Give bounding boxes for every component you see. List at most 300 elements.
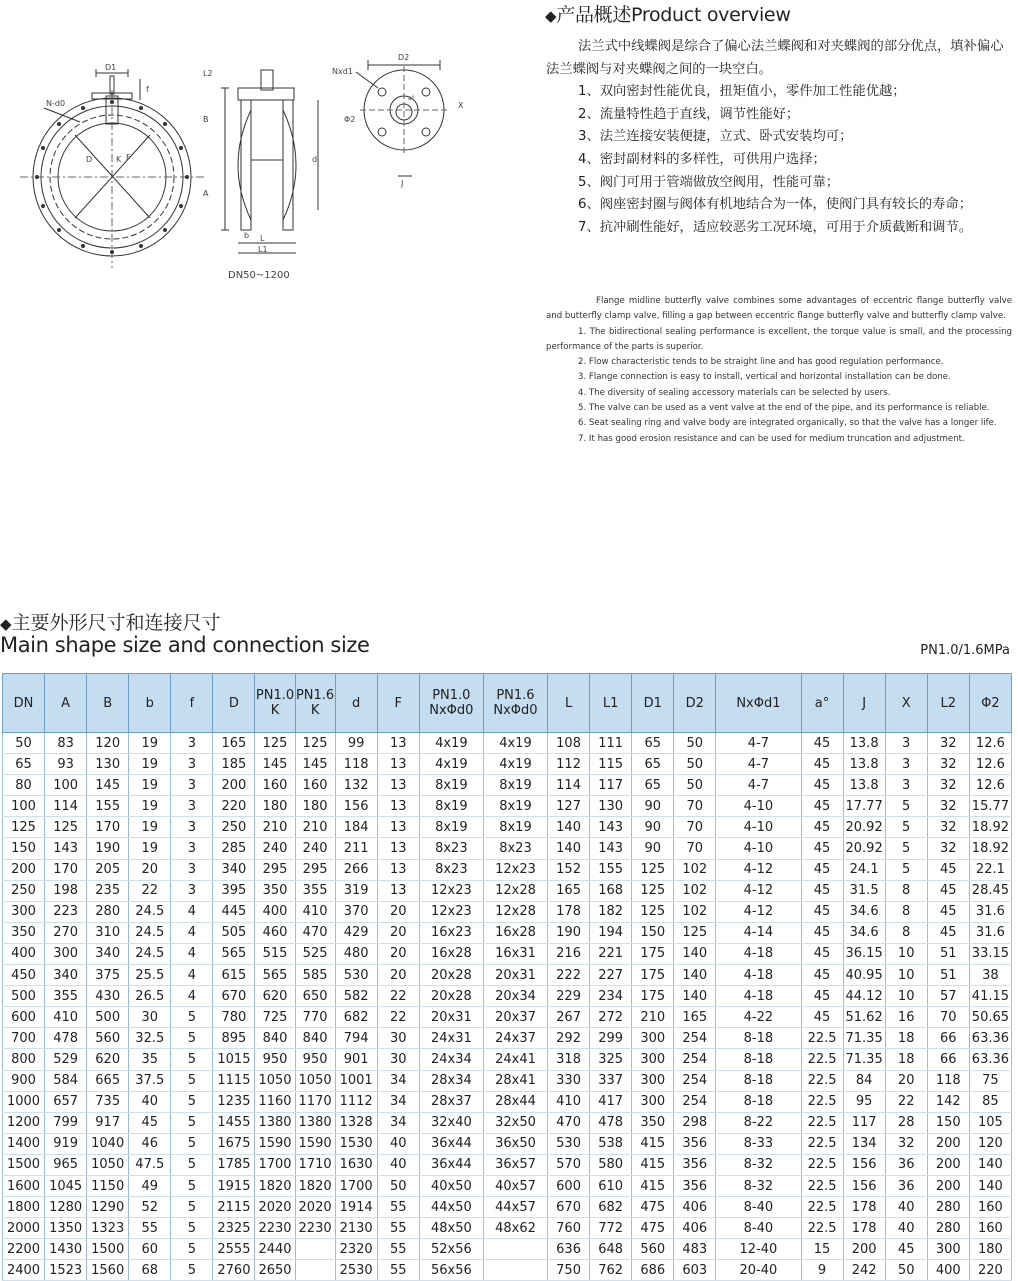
table-row [3, 1197, 1012, 1218]
table-cell: 36x44 [419, 1133, 483, 1154]
table-cell: 50 [377, 1175, 419, 1196]
label-d-small: d [312, 155, 318, 164]
table-cell: 234 [590, 986, 632, 1007]
table-cell: 221 [590, 943, 632, 964]
table-cell: 140 [548, 838, 590, 859]
table-cell: 220 [213, 796, 255, 817]
table-cell: 20.92 [843, 817, 885, 838]
table-cell: 120 [969, 1133, 1011, 1154]
table-cell: 65 [632, 733, 674, 754]
diamond-icon: ◆ [0, 615, 12, 633]
table-cell: 190 [548, 922, 590, 943]
table-cell: 30 [377, 1028, 419, 1049]
table-cell: 1050 [255, 1070, 295, 1091]
table-cell: 125 [632, 901, 674, 922]
table-cell: 700 [3, 1028, 45, 1049]
table-cell: 300 [632, 1070, 674, 1091]
table-cell: 2130 [335, 1218, 377, 1239]
table-cell: 20x28 [419, 965, 483, 986]
table-cell: 40 [377, 1133, 419, 1154]
table-cell: 20x34 [483, 986, 547, 1007]
table-cell: 40 [129, 1091, 171, 1112]
table-cell: 150 [3, 838, 45, 859]
table-cell: 130 [87, 754, 129, 775]
table-cell: 900 [3, 1070, 45, 1091]
table-cell: 8x19 [419, 796, 483, 817]
table-cell: 34.6 [843, 901, 885, 922]
table-cell: 40x57 [483, 1175, 547, 1196]
table-row [3, 796, 1012, 817]
table-header-cell: DN [3, 674, 45, 733]
table-cell: 100 [45, 775, 87, 796]
table-cell: 156 [843, 1175, 885, 1196]
table-cell: 350 [632, 1112, 674, 1133]
table-cell: 8-18 [716, 1070, 801, 1091]
overview-en-text [546, 294, 1012, 447]
table-cell: 102 [674, 880, 716, 901]
table-cell: 22.5 [801, 1197, 843, 1218]
table-cell: 1040 [87, 1133, 129, 1154]
table-cell: 90 [632, 817, 674, 838]
table-cell: 28x41 [483, 1070, 547, 1091]
table-cell: 45 [801, 880, 843, 901]
table-cell [295, 1239, 335, 1260]
table-cell: 2440 [255, 1239, 295, 1260]
table-header-cell: PN1.0 NxΦd0 [419, 674, 483, 733]
table-cell: 32 [927, 817, 969, 838]
table-cell: 142 [927, 1091, 969, 1112]
label-l1: L1 [258, 245, 268, 254]
table-cell: 3 [171, 859, 213, 880]
table-cell: 45 [927, 901, 969, 922]
table-cell: 200 [927, 1175, 969, 1196]
table-cell: 5 [171, 1175, 213, 1196]
table-cell: 2530 [335, 1260, 377, 1281]
cn-paragraph: 5、阀门可用于管端做放空阀用，性能可靠； [578, 174, 840, 190]
table-cell: 19 [129, 733, 171, 754]
table-cell: 615 [213, 965, 255, 986]
table-cell: 665 [87, 1070, 129, 1091]
table-cell: 750 [548, 1260, 590, 1281]
table-cell: 115 [590, 754, 632, 775]
table-header-cell: PN1.6 K [295, 674, 335, 733]
overview-title [545, 0, 791, 27]
table-cell: 143 [590, 817, 632, 838]
table-cell: 34 [377, 1070, 419, 1091]
table-cell: 483 [674, 1239, 716, 1260]
table-cell: 478 [590, 1112, 632, 1133]
table-cell: 8-18 [716, 1091, 801, 1112]
table-cell: 3 [885, 775, 927, 796]
table-cell: 475 [632, 1218, 674, 1239]
table-cell: 28x37 [419, 1091, 483, 1112]
en-paragraph: Flange midline butterfly valve combines some advantages of eccentric flange butterfly valve and butterfly clamp valve, filling a gap between eccentric flange butterfly valve and butterfly clamp valve. [546, 296, 1012, 322]
table-row [3, 754, 1012, 775]
table-cell: 3 [171, 796, 213, 817]
table-cell: 4-14 [716, 922, 801, 943]
table-cell: 300 [632, 1049, 674, 1070]
table-cell: 20 [885, 1070, 927, 1091]
table-cell: 102 [674, 859, 716, 880]
table-cell: 32 [927, 733, 969, 754]
table-cell: 108 [548, 733, 590, 754]
table-cell: 470 [548, 1112, 590, 1133]
en-paragraph: 1. The bidirectional sealing performance is excellent, the torque value is small, and the processing performance of the parts is superior. [546, 326, 1012, 352]
table-cell: 32 [927, 754, 969, 775]
table-cell: 40 [885, 1218, 927, 1239]
table-cell: 1785 [213, 1154, 255, 1175]
table-cell: 4x19 [419, 733, 483, 754]
table-cell: 8-18 [716, 1049, 801, 1070]
table-cell: 1115 [213, 1070, 255, 1091]
table-cell: 319 [335, 880, 377, 901]
table-cell: 901 [335, 1049, 377, 1070]
table-cell: 95 [843, 1091, 885, 1112]
table-cell: 4 [171, 922, 213, 943]
table-cell: 134 [843, 1133, 885, 1154]
table-cell: 19 [129, 775, 171, 796]
table-row [3, 965, 1012, 986]
table-cell: 175 [632, 965, 674, 986]
label-n-d0: N-d0 [46, 99, 66, 108]
table-cell: 2020 [255, 1197, 295, 1218]
label-b: B [203, 115, 209, 124]
table-cell: 406 [674, 1197, 716, 1218]
table-cell: 4 [171, 901, 213, 922]
table-cell: 395 [213, 880, 255, 901]
table-cell: 500 [87, 1007, 129, 1028]
table-row [3, 1154, 1012, 1175]
table-cell: 13 [377, 838, 419, 859]
table-cell: 22.5 [801, 1028, 843, 1049]
table-cell: 178 [843, 1218, 885, 1239]
table-cell: 132 [335, 775, 377, 796]
table-cell: 355 [295, 880, 335, 901]
table-cell: 8-32 [716, 1175, 801, 1196]
table-cell: 478 [45, 1028, 87, 1049]
table-cell: 15.77 [969, 796, 1011, 817]
table-cell: 125 [3, 817, 45, 838]
table-cell: 12-40 [716, 1239, 801, 1260]
table-cell: 560 [87, 1028, 129, 1049]
table-cell: 84 [843, 1070, 885, 1091]
table-cell: 8-18 [716, 1028, 801, 1049]
table-cell: 250 [3, 880, 45, 901]
drawing-caption: DN50~1200 [228, 270, 290, 281]
table-cell: 8x19 [483, 796, 547, 817]
table-cell: 254 [674, 1091, 716, 1112]
table-cell: 150 [927, 1112, 969, 1133]
table-cell: 15 [801, 1239, 843, 1260]
table-cell: 415 [632, 1175, 674, 1196]
table-cell: 22.5 [801, 1175, 843, 1196]
table-cell: 160 [969, 1197, 1011, 1218]
table-cell: 24.5 [129, 922, 171, 943]
table-cell: 5 [171, 1133, 213, 1154]
table-cell: 280 [87, 901, 129, 922]
table-cell: 45 [801, 838, 843, 859]
table-cell: 19 [129, 754, 171, 775]
table-cell: 165 [674, 1007, 716, 1028]
table-header-cell: NxΦd1 [716, 674, 801, 733]
table-cell: 950 [255, 1049, 295, 1070]
table-row [3, 1239, 1012, 1260]
table-header-cell: D1 [632, 674, 674, 733]
table-header-cell: PN1.0 K [255, 674, 295, 733]
table-cell: 12x23 [483, 859, 547, 880]
table-cell: 648 [590, 1239, 632, 1260]
table-cell: 200 [3, 859, 45, 880]
table-cell: 63.36 [969, 1028, 1011, 1049]
table-cell: 49 [129, 1175, 171, 1196]
table-cell: 400 [927, 1260, 969, 1281]
table-cell: 580 [590, 1154, 632, 1175]
table-cell: 450 [3, 965, 45, 986]
table-cell: 780 [213, 1007, 255, 1028]
table-cell: 13 [377, 754, 419, 775]
table-cell: 4 [171, 986, 213, 1007]
table-cell: 140 [969, 1175, 1011, 1196]
table-cell: 430 [87, 986, 129, 1007]
table-cell: 5 [171, 1091, 213, 1112]
table-cell: 280 [927, 1218, 969, 1239]
table-cell: 45 [801, 733, 843, 754]
table-cell: 406 [674, 1218, 716, 1239]
table-cell: 44x57 [483, 1197, 547, 1218]
table-row [3, 733, 1012, 754]
table-cell: 66 [927, 1049, 969, 1070]
table-cell: 13 [377, 817, 419, 838]
table-cell: 34 [377, 1091, 419, 1112]
table-cell: 180 [295, 796, 335, 817]
table-cell: 28 [885, 1112, 927, 1133]
table-cell: 800 [3, 1049, 45, 1070]
table-cell: 30 [129, 1007, 171, 1028]
section-title-cn-text: 主要外形尺寸和连接尺寸 [11, 612, 221, 634]
table-cell: 582 [335, 986, 377, 1007]
table-cell: 45 [801, 817, 843, 838]
table-cell: 1050 [87, 1154, 129, 1175]
table-cell: 55 [377, 1197, 419, 1218]
table-cell: 13 [377, 880, 419, 901]
table-cell: 686 [632, 1260, 674, 1281]
table-cell: 20 [377, 901, 419, 922]
table-cell: 3 [171, 817, 213, 838]
table-cell: 8-40 [716, 1197, 801, 1218]
table-cell: 105 [969, 1112, 1011, 1133]
table-cell: 4 [171, 965, 213, 986]
table-header-cell: B [87, 674, 129, 733]
table-cell: 254 [674, 1028, 716, 1049]
table-cell: 36x44 [419, 1154, 483, 1175]
table-header-cell: d [335, 674, 377, 733]
table-cell: 12x23 [419, 880, 483, 901]
table-cell: 200 [843, 1239, 885, 1260]
table-cell: 2555 [213, 1239, 255, 1260]
table-cell: 18 [885, 1028, 927, 1049]
table-cell: 950 [295, 1049, 335, 1070]
table-cell: 200 [927, 1154, 969, 1175]
table-header-cell: L2 [927, 674, 969, 733]
section-title-cn [0, 608, 221, 635]
table-cell: 1700 [335, 1175, 377, 1196]
table-cell: 600 [3, 1007, 45, 1028]
table-row [3, 922, 1012, 943]
table-cell: 242 [843, 1260, 885, 1281]
table-cell: 51 [927, 943, 969, 964]
table-cell: 3 [171, 775, 213, 796]
table-cell: 45 [885, 1239, 927, 1260]
table-cell: 229 [548, 986, 590, 1007]
table-cell: 500 [3, 986, 45, 1007]
table-cell: 155 [590, 859, 632, 880]
table-cell: 3 [171, 733, 213, 754]
table-cell: 1001 [335, 1070, 377, 1091]
table-cell: 31.6 [969, 922, 1011, 943]
table-cell: 1500 [3, 1154, 45, 1175]
table-cell: 182 [590, 901, 632, 922]
table-cell: 5 [885, 817, 927, 838]
table-cell: 585 [295, 965, 335, 986]
table-cell: 160 [255, 775, 295, 796]
table-cell: 38 [969, 965, 1011, 986]
table-cell: 4-18 [716, 965, 801, 986]
table-cell: 3 [885, 733, 927, 754]
table-cell: 100 [3, 796, 45, 817]
table-cell: 140 [674, 986, 716, 1007]
table-cell: 50 [674, 775, 716, 796]
table-cell: 603 [674, 1260, 716, 1281]
table-cell: 45 [927, 880, 969, 901]
table-cell: 410 [45, 1007, 87, 1028]
table-cell: 1112 [335, 1091, 377, 1112]
table-cell: 235 [87, 880, 129, 901]
table-row [3, 901, 1012, 922]
table-cell: 44x50 [419, 1197, 483, 1218]
table-cell: 165 [548, 880, 590, 901]
en-paragraph: 3. Flange connection is easy to install, vertical and horizontal installation can be done. [578, 372, 951, 383]
table-cell: 200 [213, 775, 255, 796]
table-cell: 75 [969, 1070, 1011, 1091]
table-cell: 32x50 [483, 1112, 547, 1133]
table-cell: 40x50 [419, 1175, 483, 1196]
table-cell: 22.5 [801, 1133, 843, 1154]
table-cell: 19 [129, 817, 171, 838]
table-cell: 175 [632, 986, 674, 1007]
table-cell: 145 [87, 775, 129, 796]
table-cell: 565 [213, 943, 255, 964]
table-cell: 5 [171, 1049, 213, 1070]
table-cell: 125 [674, 922, 716, 943]
table-cell: 4-7 [716, 754, 801, 775]
table-cell: 20x28 [419, 986, 483, 1007]
table-cell: 24.1 [843, 859, 885, 880]
table-cell: 254 [674, 1070, 716, 1091]
label-d-big: D [86, 155, 93, 164]
table-cell: 170 [87, 817, 129, 838]
table-header-cell: A [45, 674, 87, 733]
table-cell: 210 [295, 817, 335, 838]
table-cell: 266 [335, 859, 377, 880]
table-row [3, 1112, 1012, 1133]
table-cell: 16x28 [419, 943, 483, 964]
table-cell: 5 [171, 1218, 213, 1239]
table-cell: 125 [632, 859, 674, 880]
table-cell: 205 [87, 859, 129, 880]
table-cell: 17.77 [843, 796, 885, 817]
table-cell: 155 [87, 796, 129, 817]
table-cell: 470 [295, 922, 335, 943]
table-cell: 584 [45, 1070, 87, 1091]
cn-paragraph: 3、法兰连接安装便捷，立式、卧式安装均可； [578, 129, 853, 145]
table-cell: 30 [377, 1049, 419, 1070]
table-cell: 460 [255, 922, 295, 943]
overview-cn-text [546, 36, 1012, 239]
table-cell: 20 [377, 965, 419, 986]
table-cell: 1820 [295, 1175, 335, 1196]
table-cell: 28x44 [483, 1091, 547, 1112]
table-cell: 917 [87, 1112, 129, 1133]
table-cell: 350 [255, 880, 295, 901]
table-cell: 45 [801, 775, 843, 796]
table-body [3, 733, 1012, 1281]
table-header-cell: f [171, 674, 213, 733]
table-cell: 65 [632, 754, 674, 775]
table-cell: 3 [885, 754, 927, 775]
table-cell: 1530 [335, 1133, 377, 1154]
table-cell: 68 [129, 1260, 171, 1281]
table-cell: 300 [3, 901, 45, 922]
table-cell: 9 [801, 1260, 843, 1281]
table-cell: 560 [632, 1239, 674, 1260]
table-cell: 1710 [295, 1154, 335, 1175]
table-cell: 70 [927, 1007, 969, 1028]
table-cell: 762 [590, 1260, 632, 1281]
cn-paragraph: 6、阀座密封圈与阀体有机地结合为一体，使阀门具有较长的寿命； [578, 197, 973, 213]
pressure-rating: PN1.0/1.6MPa [920, 643, 1010, 658]
table-cell: 45 [801, 943, 843, 964]
table-cell: 36x50 [483, 1133, 547, 1154]
table-cell: 300 [632, 1091, 674, 1112]
table-cell: 1700 [255, 1154, 295, 1175]
table-row [3, 859, 1012, 880]
table-cell: 355 [45, 986, 87, 1007]
table-cell: 299 [590, 1028, 632, 1049]
table-cell [483, 1239, 547, 1260]
table-cell: 340 [213, 859, 255, 880]
en-paragraph: 7. It has good erosion resistance and can be used for medium truncation and adjustment. [578, 433, 965, 444]
table-cell: 45 [927, 922, 969, 943]
label-f: F [126, 153, 131, 162]
table-cell: 1800 [3, 1197, 45, 1218]
table-cell: 5 [885, 796, 927, 817]
table-cell: 31.5 [843, 880, 885, 901]
table-cell: 12x23 [419, 901, 483, 922]
label-t: f [146, 85, 149, 94]
table-cell: 32x40 [419, 1112, 483, 1133]
table-cell: 48x50 [419, 1218, 483, 1239]
table-cell: 3 [171, 754, 213, 775]
table-cell: 45 [801, 901, 843, 922]
table-cell: 13.8 [843, 754, 885, 775]
table-cell: 1050 [295, 1070, 335, 1091]
table-cell: 760 [548, 1218, 590, 1239]
table-cell: 3 [171, 838, 213, 859]
table-cell: 8-40 [716, 1218, 801, 1239]
table-cell: 37.5 [129, 1070, 171, 1091]
label-l2: L2 [203, 69, 213, 78]
table-cell: 1235 [213, 1091, 255, 1112]
